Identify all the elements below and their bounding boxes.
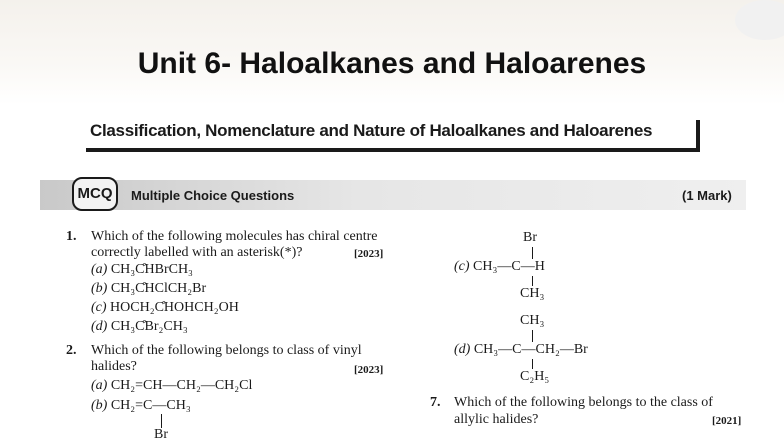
question-7-year: [2021]: [712, 415, 742, 427]
q1-option-b-label: (b): [91, 281, 108, 296]
q2-option-b-formula: CH₂=C—CH₃: [110, 398, 191, 413]
q1-option-d: [91, 319, 188, 335]
q1-option-a: [91, 262, 193, 278]
question-2-line-1: Which of the following belongs to class of vinyl: [91, 343, 362, 358]
q6-option-d-label: (d): [454, 342, 471, 357]
q1-option-d-formula: CH₃C̊Br₂CH₃: [110, 319, 188, 334]
q6-d-top-bond: [532, 330, 533, 342]
question-1-year: [2023]: [354, 248, 384, 260]
mcq-label: Multiple Choice Questions: [131, 188, 295, 203]
q6-option-c-label: (c): [454, 259, 470, 274]
question-2-year: [2023]: [354, 364, 384, 376]
q1-option-d-label: (d): [91, 319, 108, 334]
q1-option-c-formula: HOCH₂C̊HOHCH₂OH: [110, 300, 239, 315]
q6-option-c-formula: CH₃—C—H: [473, 259, 545, 274]
q1-option-b-formula: CH₃C̊HClCH₂Br: [110, 281, 207, 296]
question-7-line-2: allylic halides?: [454, 412, 539, 427]
q1-option-a-label: (a): [91, 262, 108, 277]
unit-title: Unit 6- Haloalkanes and Haloarenes: [137, 47, 647, 80]
question-1-line-2: correctly labelled with an asterisk(*)?: [91, 245, 303, 260]
q6-option-c: [454, 259, 545, 275]
question-2-number: 2.: [66, 343, 77, 358]
q6-option-d: [454, 342, 588, 358]
q2-b-bond: [161, 414, 162, 428]
q2-option-a-formula: CH₂=CH—CH₂—CH₂Cl: [110, 378, 253, 393]
q6-d-bottom-bond: [532, 359, 533, 369]
q6-option-d-formula: CH₃—C—CH₂—Br: [473, 342, 588, 357]
q2-option-b-bromine: Br: [154, 427, 168, 442]
q6-c-bottom-bond: [532, 276, 533, 286]
q1-option-c: [91, 300, 239, 316]
q1-option-c-label: (c): [91, 300, 107, 315]
question-1-number: 1.: [66, 229, 77, 244]
q2-option-b: [91, 398, 191, 414]
q6-c-top-atom: Br: [523, 230, 537, 245]
marks-label: (1 Mark): [682, 188, 732, 203]
q6-c-bottom-group: CH₃: [520, 286, 545, 301]
q6-d-top-group: CH₃: [520, 313, 545, 328]
q1-option-a-formula: CH₃C̊HBrCH₃: [110, 262, 193, 277]
mcq-badge: MCQ: [72, 177, 118, 211]
section-title: Classification, Nomenclature and Nature of Haloalkanes and Haloarenes: [86, 120, 700, 152]
question-1-line-1: Which of the following molecules has chiral centre: [91, 229, 378, 244]
question-2-line-2: halides?: [91, 359, 137, 374]
q2-option-a: [91, 378, 252, 394]
question-7-number: 7.: [430, 395, 441, 410]
q1-option-b: [91, 281, 206, 297]
question-7-line-1: Which of the following belongs to the class of: [454, 395, 713, 410]
q2-option-b-label: (b): [91, 398, 108, 413]
q6-c-top-bond: [532, 247, 533, 259]
q2-option-a-label: (a): [91, 378, 108, 393]
q6-d-bottom-group: C₂H₅: [520, 369, 550, 384]
